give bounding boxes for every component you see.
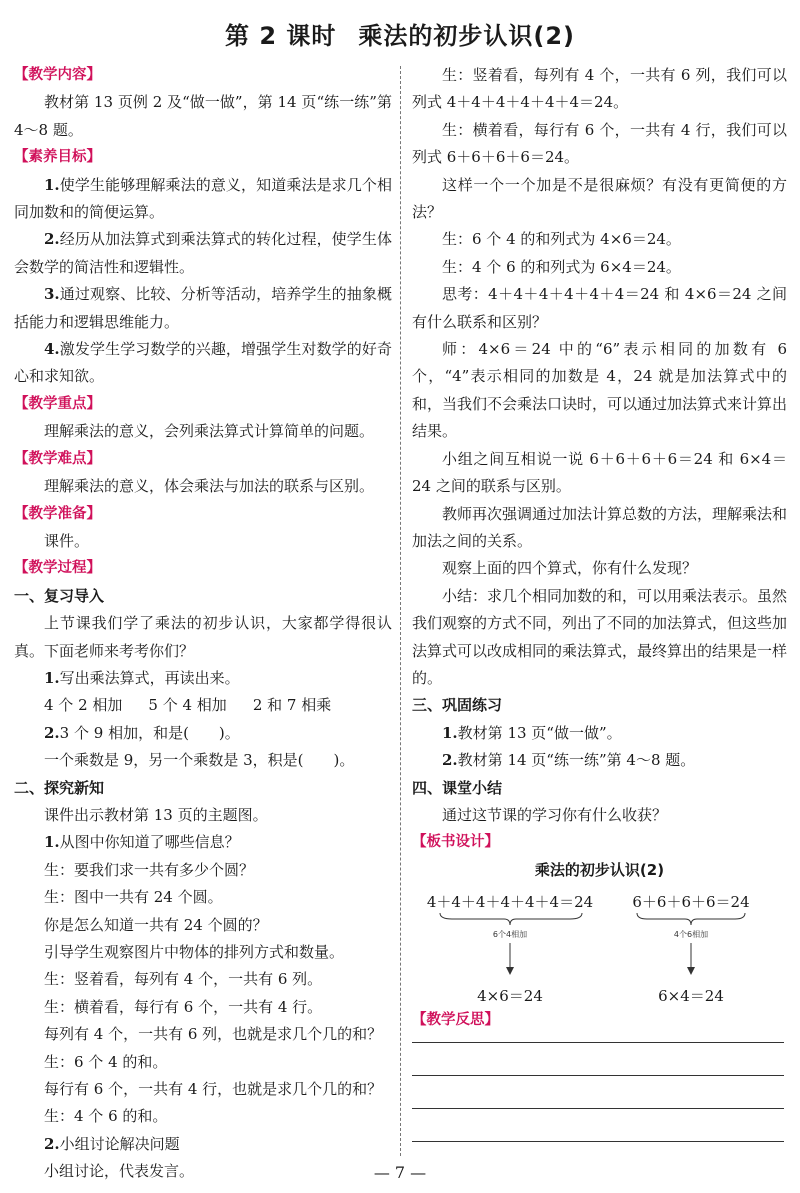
exercise-line: 1.教材第 13 页“做一做”。 <box>442 723 622 742</box>
paragraph: 课件出示教材第 13 页的主题图。 <box>44 805 268 824</box>
writing-line <box>412 1109 784 1142</box>
left-brace <box>440 913 582 925</box>
paragraph: 生：竖着看，每列有 4 个，一共有 6 列，我们可以列式 4＋4＋4＋4＋4＋4＝24。 <box>412 66 787 112</box>
writing-line <box>412 1010 784 1043</box>
difficulty-tag: 【教学难点】 <box>14 450 101 467</box>
paragraph: 小组之间互相说一说 6＋6＋6＋6＝24 和 6×4＝24 之间的联系与区别。 <box>412 449 787 496</box>
writing-line <box>412 1076 784 1109</box>
content-tag: 【教学内容】 <box>14 67 101 83</box>
question: 2.小组讨论解决问题 <box>44 1134 180 1153</box>
column-divider <box>400 66 401 1156</box>
paragraph: 生：竖着看，每列有 4 个，一共有 6 列。 <box>44 970 323 989</box>
board-diagram <box>412 857 784 1007</box>
board-design <box>412 857 787 1007</box>
paragraph: 生：图中一共有 24 个圆。 <box>44 888 223 907</box>
paragraph: 生：6 个 4 的和。 <box>44 1052 168 1071</box>
question: 1.写出乘法算式，再读出来。 <box>44 668 240 687</box>
right-brace <box>637 913 745 925</box>
paragraph: 这样一个一个加是不是很麻烦？有没有更简便的方法？ <box>412 175 787 222</box>
process-tag: 【教学过程】 <box>14 560 101 577</box>
paragraph: 思考：4＋4＋4＋4＋4＋4＝24 和 4×6＝24 之间有什么联系和区别？ <box>412 285 787 331</box>
page-number: — 7 — <box>373 1163 427 1182</box>
key-tag: 【教学重点】 <box>14 395 101 412</box>
paragraph: 生：横着看，每行有 6 个，一共有 4 行。 <box>44 997 323 1016</box>
exercise-line: 2.教材第 14 页“练一练”第 4～8 题。 <box>442 751 696 770</box>
paragraph: 生：横着看，每行有 6 个，一共有 4 行，我们可以列式 6＋6＋6＋6＝24。 <box>412 120 787 167</box>
paragraph: 师：4×6＝24 中的“6”表示相同的加数有 6 个，“4”表示相同的加数是 4，24 就是加法算式中的和，当我们不会乘法口诀时，可以通过加法算式来计算出结果。 <box>412 340 788 441</box>
paragraph: 生：4 个 6 的和列式为 6×4＝24。 <box>442 257 681 276</box>
paragraph: 通过这节课的学习你有什么收获？ <box>442 805 668 824</box>
section-heading: 一、复习导入 <box>14 586 105 605</box>
left-column <box>14 62 392 1186</box>
lesson-number: 第 2 课时 <box>224 22 337 50</box>
question: 2.3 个 9 相加，和是( )。 <box>44 723 240 742</box>
prep-text: 课件。 <box>44 531 90 550</box>
paragraph: 观察上面的四个算式，你有什么发现？ <box>442 559 698 578</box>
goal-item: 3.通过观察、比较、分析等活动，培养学生的抽象概括能力和逻辑思维能力。 <box>14 285 392 331</box>
exercise-item: 5 个 4 相加 <box>148 696 227 715</box>
right-arrowhead <box>687 967 695 975</box>
paragraph: 你是怎么知道一共有 24 个圆的？ <box>44 915 268 934</box>
board-right-result: 6×4＝24 <box>658 986 724 1005</box>
paragraph: 生：要我们求一共有多少个圆？ <box>44 860 255 879</box>
right-column <box>412 62 787 1034</box>
board-left-result: 4×6＝24 <box>477 986 543 1005</box>
paragraph: 教师再次强调通过加法计算总数的方法，理解乘法和加法之间的关系。 <box>412 504 788 550</box>
board-tag: 【板书设计】 <box>412 834 499 851</box>
board-left-note: 6个4相加 <box>492 929 528 939</box>
paragraph: 生：6 个 4 的和列式为 4×6＝24。 <box>442 230 681 249</box>
section-heading: 三、巩固练习 <box>412 696 503 715</box>
difficulty-text: 理解乘法的意义，体会乘法与加法的联系与区别。 <box>44 477 375 496</box>
board-title: 乘法的初步认识(2) <box>534 860 665 879</box>
content-text: 教材第 13 页例 2 及“做一做”，第 14 页“练一练”第 4～8 题。 <box>14 93 392 139</box>
goal-item: 1.使学生能够理解乘法的意义，知道乘法是求几个相同加数和的简便运算。 <box>14 175 392 222</box>
paragraph: 上节课我们学了乘法的初步认识，大家都学得很认真。下面老师来考考你们？ <box>14 614 392 660</box>
goal-item: 2.经历从加法算式到乘法算式的转化过程，使学生体会数学的简洁性和逻辑性。 <box>14 230 392 276</box>
left-arrowhead <box>506 967 514 975</box>
question: 一个乘数是 9，另一个乘数是 3，积是( )。 <box>44 751 355 770</box>
board-left-expression: 4＋4＋4＋4＋4＋4＝24 <box>426 892 594 911</box>
exercise-item: 4 个 2 相加 <box>44 696 123 715</box>
board-right-expression: 6＋6＋6＋6＝24 <box>632 892 750 911</box>
paragraph: 每行有 6 个，一共有 4 行，也就是求几个几的和？ <box>44 1080 383 1099</box>
page-title <box>0 16 800 51</box>
exercise-items <box>14 692 392 719</box>
paragraph: 引导学生观察图片中物体的排列方式和数量。 <box>44 943 345 961</box>
reflection-lines <box>412 1010 784 1142</box>
reflection-tag: 【教学反思】 <box>412 1011 499 1028</box>
paragraph: 每列有 4 个，一共有 6 列，也就是求几个几的和？ <box>44 1025 383 1044</box>
paragraph: 生：4 个 6 的和。 <box>44 1107 168 1126</box>
goals-tag: 【素养目标】 <box>14 149 101 166</box>
board-right-note: 4个6相加 <box>673 929 709 939</box>
section-heading: 二、探究新知 <box>14 778 105 797</box>
prep-tag: 【教学准备】 <box>14 505 101 522</box>
section-heading: 四、课堂小结 <box>412 778 503 797</box>
goal-item: 4.激发学生学习数学的兴趣，增强学生对数学的好奇心和求知欲。 <box>14 340 392 386</box>
question: 1.从图中你知道了哪些信息？ <box>44 833 240 852</box>
exercise-item: 2 和 7 相乘 <box>252 696 332 715</box>
writing-line <box>412 1043 784 1076</box>
lesson-topic: 乘法的初步认识(2) <box>358 22 576 50</box>
paragraph: 小组讨论，代表发言。 <box>44 1162 195 1181</box>
paragraph: 小结：求几个相同加数的和，可以用乘法表示。虽然我们观察的方式不同，列出了不同的加法算式，但这些加法算式可以改成相同的乘法算式，最终算出的结果是一样的。 <box>412 586 788 687</box>
key-text: 理解乘法的意义，会列乘法算式计算简单的问题。 <box>44 422 375 441</box>
